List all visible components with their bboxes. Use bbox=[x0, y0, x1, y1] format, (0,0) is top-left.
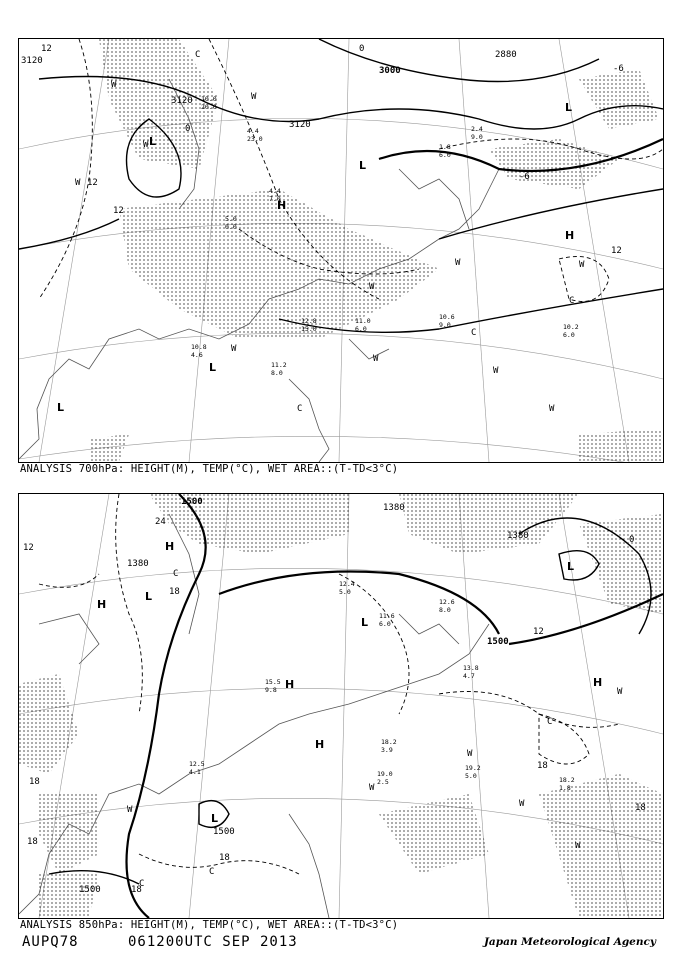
height-label: 1380 bbox=[383, 503, 405, 513]
warm-marker: W bbox=[519, 799, 525, 809]
warm-marker: W bbox=[467, 749, 473, 759]
station-temp: 10.2 bbox=[563, 323, 579, 331]
station-dewpoint: 23.0 bbox=[247, 135, 263, 143]
station-dewpoint: 6.0 bbox=[439, 151, 451, 159]
station-dewpoint: 9.0 bbox=[471, 133, 483, 141]
station-dewpoint: 2.5 bbox=[377, 778, 389, 786]
station-temp: 4.4 bbox=[269, 187, 281, 195]
height-label: 3120 bbox=[289, 120, 311, 130]
cold-marker: C bbox=[297, 404, 303, 414]
height-label: 1500 bbox=[181, 497, 203, 507]
station-temp: 2.4 bbox=[471, 125, 483, 133]
station-dewpoint: 4.6 bbox=[191, 351, 203, 359]
height-label: 1500 bbox=[79, 885, 101, 895]
isotherm-label: -6 bbox=[519, 172, 530, 182]
isotherm-label: 0 bbox=[629, 535, 635, 545]
station-observations bbox=[189, 580, 575, 792]
isotherm-label: 24 bbox=[155, 517, 166, 527]
isotherm-label: 18 bbox=[169, 587, 180, 597]
station-temp: 11.0 bbox=[355, 317, 371, 325]
station-dewpoint: 5.0 bbox=[339, 588, 351, 596]
cold-marker: C bbox=[569, 296, 575, 306]
station-dewpoint: 0.0 bbox=[225, 223, 237, 231]
station-temp: 11.2 bbox=[271, 361, 287, 369]
height-label: 3000 bbox=[379, 66, 401, 76]
cold-marker: C bbox=[209, 867, 215, 877]
map-700hpa-svg bbox=[19, 39, 663, 462]
station-dewpoint: 6.0 bbox=[563, 331, 575, 339]
station-dewpoint: 4.1 bbox=[189, 768, 201, 776]
low-pressure-marker: L bbox=[359, 159, 367, 172]
high-pressure-marker: H bbox=[165, 540, 175, 553]
station-temp: 12.4 bbox=[339, 580, 355, 588]
station-dewpoint: 8.0 bbox=[439, 606, 451, 614]
warm-marker: W bbox=[579, 260, 585, 270]
isotherm-label: 18 bbox=[27, 837, 38, 847]
station-temp: 13.8 bbox=[463, 664, 479, 672]
station-temp: 4.4 bbox=[247, 127, 259, 135]
warm-marker: W bbox=[549, 404, 555, 414]
cold-marker: C bbox=[173, 569, 179, 579]
warm-marker: W bbox=[143, 140, 149, 150]
warm-marker: W bbox=[127, 805, 133, 815]
warm-marker: W bbox=[369, 783, 375, 793]
map-850hpa-svg bbox=[19, 494, 663, 918]
low-pressure-marker: L bbox=[361, 616, 369, 629]
warm-marker: W bbox=[231, 344, 237, 354]
warm-marker: W bbox=[455, 258, 461, 268]
station-temp: 10.6 bbox=[439, 313, 455, 321]
isotherms bbox=[39, 494, 619, 874]
station-dewpoint: 3.9 bbox=[381, 746, 393, 754]
isotherm-label: 18 bbox=[131, 885, 142, 895]
map-panel-850hpa bbox=[18, 493, 664, 919]
cold-marker: C bbox=[471, 328, 477, 338]
high-pressure-marker: H bbox=[593, 676, 603, 689]
station-temp: 19.0 bbox=[377, 770, 393, 778]
station-dewpoint: 9.0 bbox=[439, 321, 451, 329]
isotherm-label: 18 bbox=[29, 777, 40, 787]
station-dewpoint: 15.0 bbox=[301, 325, 317, 333]
warm-marker: W bbox=[111, 80, 117, 90]
warm-marker: W bbox=[493, 366, 499, 376]
height-label: 1380 bbox=[507, 531, 529, 541]
high-pressure-marker: H bbox=[97, 598, 107, 611]
station-dewpoint: 6.0 bbox=[355, 325, 367, 333]
low-pressure-marker: L bbox=[57, 401, 65, 414]
warm-marker: W bbox=[369, 282, 375, 292]
cold-marker: C bbox=[139, 879, 145, 889]
low-pressure-marker: L bbox=[211, 812, 219, 825]
station-temp: 1.8 bbox=[439, 143, 451, 151]
low-pressure-marker: L bbox=[145, 590, 153, 603]
station-temp: 5.0 bbox=[225, 215, 237, 223]
station-temp: 12.5 bbox=[189, 760, 205, 768]
high-pressure-marker: H bbox=[277, 199, 287, 212]
high-pressure-marker: H bbox=[315, 738, 325, 751]
warm-marker: W bbox=[617, 687, 623, 697]
high-pressure-marker: H bbox=[285, 678, 295, 691]
cold-marker: C bbox=[547, 717, 553, 727]
station-dewpoint: 1.8 bbox=[559, 784, 571, 792]
isotherm-label: 12 bbox=[41, 44, 52, 54]
low-pressure-marker: L bbox=[567, 560, 575, 573]
high-pressure-marker: H bbox=[565, 229, 575, 242]
height-label: 3120 bbox=[171, 96, 193, 106]
isotherm-label: -6 bbox=[613, 64, 624, 74]
height-label: 1380 bbox=[127, 559, 149, 569]
isotherm-label: 0 bbox=[185, 124, 191, 134]
height-label: 1500 bbox=[487, 637, 509, 647]
isotherm-label: 18 bbox=[635, 803, 646, 813]
warm-marker: W bbox=[575, 841, 581, 851]
height-label: 3120 bbox=[21, 56, 43, 66]
map-panel-700hpa bbox=[18, 38, 664, 463]
station-dewpoint: 20.0 bbox=[201, 103, 217, 111]
isotherm-label: 12 bbox=[87, 178, 98, 188]
station-dewpoint: 7.0 bbox=[269, 195, 281, 203]
panel-850hpa-caption: ANALYSIS 850hPa: HEIGHT(M), TEMP(°C), WET AREA::(T-TD<3°C) bbox=[20, 919, 399, 931]
warm-marker: W bbox=[251, 92, 257, 102]
station-temp: 12.6 bbox=[439, 598, 455, 606]
isotherm-label: 18 bbox=[537, 761, 548, 771]
station-temp: 18.2 bbox=[559, 776, 575, 784]
chart-code: AUPQ78 bbox=[22, 934, 79, 950]
station-temp: 15.5 bbox=[265, 678, 281, 686]
isotherm-label: 18 bbox=[219, 853, 230, 863]
station-temp: 18.2 bbox=[381, 738, 397, 746]
valid-time: 061200UTC SEP 2013 bbox=[128, 934, 298, 950]
isotherm-label: 12 bbox=[611, 246, 622, 256]
agency-name: Japan Meteorological Agency bbox=[483, 936, 656, 948]
height-label: 1500 bbox=[213, 827, 235, 837]
station-dewpoint: 5.0 bbox=[465, 772, 477, 780]
station-dewpoint: 4.7 bbox=[463, 672, 475, 680]
low-pressure-marker: L bbox=[565, 101, 573, 114]
station-temp: 10.8 bbox=[191, 343, 207, 351]
isotherm-label: 0 bbox=[359, 44, 365, 54]
low-pressure-marker: L bbox=[209, 361, 217, 374]
station-dewpoint: 6.0 bbox=[379, 620, 391, 628]
panel-700hpa-caption: ANALYSIS 700hPa: HEIGHT(M), TEMP(°C), WET AREA::(T-TD<3°C) bbox=[20, 463, 399, 475]
isotherm-label: 12 bbox=[533, 627, 544, 637]
isotherm-label: 12 bbox=[113, 206, 124, 216]
station-temp: 10.0 bbox=[201, 95, 217, 103]
warm-marker: W bbox=[373, 354, 379, 364]
isotherm-label: 12 bbox=[23, 543, 34, 553]
height-label: 2880 bbox=[495, 50, 517, 60]
cold-marker: C bbox=[195, 50, 201, 60]
warm-marker: W bbox=[75, 178, 81, 188]
station-temp: 11.6 bbox=[379, 612, 395, 620]
low-pressure-marker: L bbox=[149, 135, 157, 148]
station-temp: 12.8 bbox=[301, 317, 317, 325]
station-dewpoint: 8.0 bbox=[271, 369, 283, 377]
station-temp: 19.2 bbox=[465, 764, 481, 772]
station-dewpoint: 9.8 bbox=[265, 686, 277, 694]
